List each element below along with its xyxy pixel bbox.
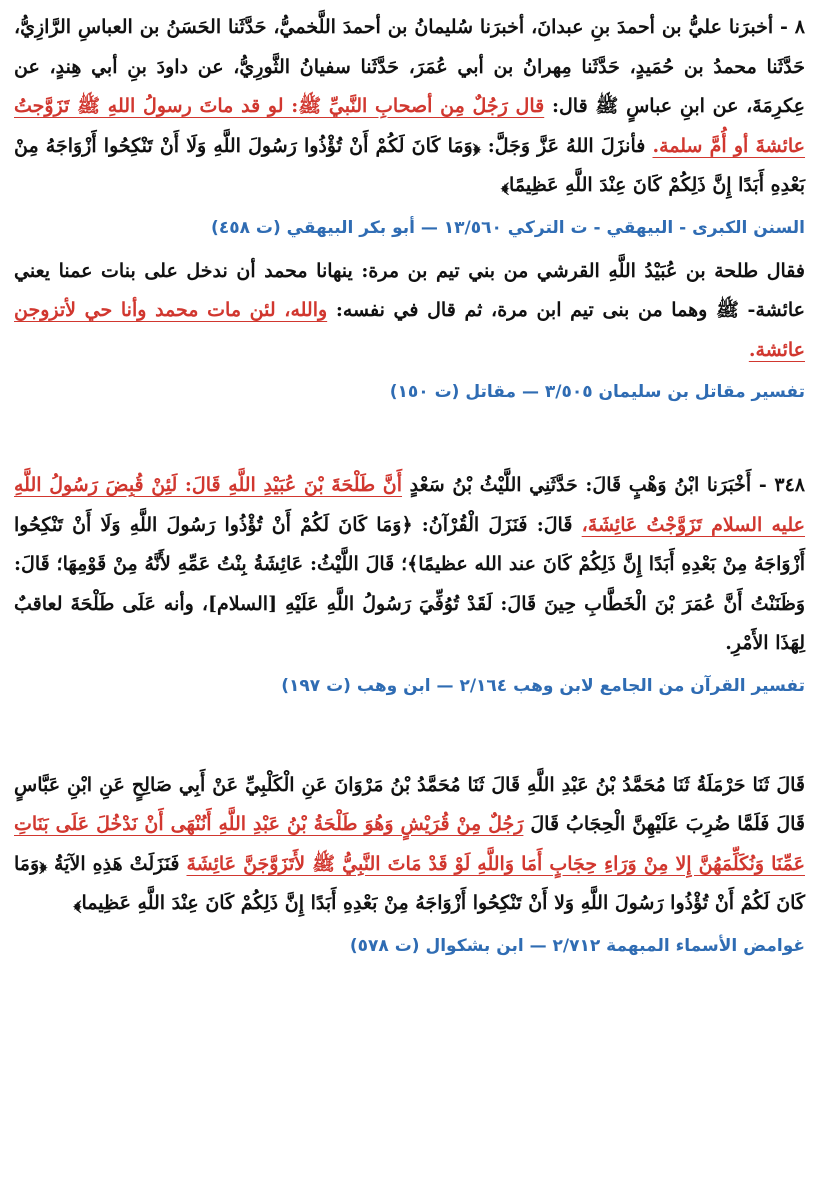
highlighted-text: أَنَّ طَلْحَةَ بْنَ عُبَيْدِ اللَّهِ قَالَ: لَئِنْ قُبِضَ رَسُولُ اللَّهِ عليه السلام تَزَوَّجْتُ عَائِشَةَ، (14, 474, 806, 536)
highlighted-text: قال رَجُلٌ مِن أصحابِ النَّبيِّ ﷺ: لو قد ماتَ رسولُ اللهِ ﷺ تَزَوَّجتُ عائشةَ أو أُمَّ سلمة. (14, 95, 806, 157)
highlighted-text: رَجُلٌ مِنْ قُرَيْشٍ وَهُوَ طَلْحَةُ بْنُ عَبْدِ اللَّهِ أَنُنْهَى أَنْ نَدْخُلَ عَلَى بَنَاتِ عَمِّنَا وَنُكَلِّمَهُنَّ إِلا مِنْ وَرَاءِ حِجَابٍ أَمَا وَاللَّهِ لَوْ قَدْ مَاتَ النَّبِيُّ ﷺ لأَتَزَوَّجَنَّ عَائِشَةَ (14, 813, 805, 875)
hadith-entry-2 (14, 252, 805, 413)
hadith-entry-3 (14, 466, 805, 706)
source-citation: تفسير مقاتل بن سليمان ٣/٥٠٥ — مقاتل (ت ١٥٠) (389, 382, 805, 402)
highlighted-text: والله، لئن مات محمد وأنا حي لأتزوجن عائشة. (14, 299, 805, 361)
text-segment: فقال طلحة بن عُبَيْدُ اللَّهِ القرشي من بني تيم بن مرة: ينهانا محمد أن ندخل على بنات عمنا يعني عائشة- ﷺ وهما من بنى تيم ابن مرة، ثم قال في نفسه: (14, 259, 805, 321)
hadith-text (14, 466, 805, 664)
text-segment: ٨ - أخبرَنا عليُّ بن أحمدَ بنِ عبدانَ، أخبرَنا سُليمانُ بن أحمدَ اللَّخميُّ، حَدَّثَنا الحَسَنُ بن العباسِ الرَّازِيُّ، حَدَّثَنا محمدُ بن حُمَيدٍ، حَدَّثَنا مِهرانُ بن أبي عُمَرَ، حَدَّثَنا سفيانُ الثَّورِيُّ، عن داودَ بنِ أبي هِندٍ، عن عِكرِمَةَ، عن ابنِ عباسٍ ﷺ قال: (14, 16, 805, 117)
source-citation: غوامض الأسماء المبهمة ٢/٧١٢ — ابن بشكوال (ت ٥٧٨) (349, 935, 805, 956)
text-segment: قَالَ ثَنَا حَرْمَلَةُ ثَنَا مُحَمَّدُ بْنُ عَبْدِ اللَّهِ قَالَ ثَنَا مُحَمَّدُ بْنُ مَرْوَانَ عَنِ الْكَلْبِيِّ عَنْ أَبِي صَالِحٍ عَنِ ابْنِ عَبَّاسٍ قَالَ فَلَمَّا ضُرِبَ عَلَيْهِنَّ الْحِجَابُ قَالَ (14, 773, 805, 835)
source-citation: تفسير القرآن من الجامع لابن وهب ٢/١٦٤ — ابن وهب (ت ١٩٧) (281, 675, 805, 696)
hadith-entry-1 (14, 8, 805, 248)
hadith-text (14, 252, 805, 371)
hadith-text (14, 8, 805, 206)
text-segment: قَالَ: فَنَزَلَ الْقُرْآنُ: ﴿وَمَا كَانَ لَكُمْ أَنْ تُؤْذُوا رَسُولَ اللَّهِ وَلَا أَنْ تَنْكِحُوا أَزْوَاجَهُ مِنْ بَعْدِهِ أَبَدًا إِنَّ ذَلِكُمْ كَانَ عند الله عظيمًا﴾؛ قَالَ اللَّيْثُ: عَائِشَةُ بِنْتُ عَمِّهِ لأَنَّهُ مِنْ قَوْمِهَا؛ قَالَ: وَظَنَنْتُ أَنَّ عُمَرَ بْنَ الْخَطَّابِ حِينَ قَالَ: لَقَدْ تُوُفِّيَ رَسُولُ اللَّهِ عَلَيْهِ [السلام]، وأنه عَلَى طَلْحَةَ لعاقبٌ لِهَذَا الأَمْرِ. (14, 513, 805, 654)
text-segment: ٣٤٨ - أَخْبَرَنا ابْنُ وَهْبٍ قَالَ: حَدَّثَنِي اللَّيْثُ بْنُ سَعْدٍ (402, 474, 806, 496)
text-segment: فأنزَلَ اللهُ عَزَّ وَجَلَّ: ﴿وَمَا كَانَ لَكُمْ أَنْ تُؤْذُوا رَسُولَ اللَّهِ وَلَا أَنْ تَنْكِحُوا أَزْوَاجَهُ مِنْ بَعْدِهِ أَبَدًا إِنَّ ذَلِكُمْ كَانَ عِنْدَ اللَّهِ عَظِيمًا﴾ (14, 134, 805, 196)
hadith-text (14, 766, 805, 924)
hadith-entry-4 (14, 766, 805, 966)
text-segment: فَنَزَلَتْ هَذِهِ الآيَةُ ﴿وَمَا كَانَ لَكُمْ أَنْ تُؤْذُوا رَسُولَ اللَّهِ وَلا أَنْ تَنْكِحُوا أَزْوَاجَهُ مِنْ بَعْدِهِ أَبَدًا إِنَّ ذَلِكُمْ كَانَ عِنْدَ اللَّهِ عَظِيما﴾ (14, 852, 805, 914)
source-citation: السنن الكبرى - البيهقي - ت التركي ١٣/٥٦٠ — أبو بكر البيهقي (ت ٤٥٨) (211, 217, 805, 238)
